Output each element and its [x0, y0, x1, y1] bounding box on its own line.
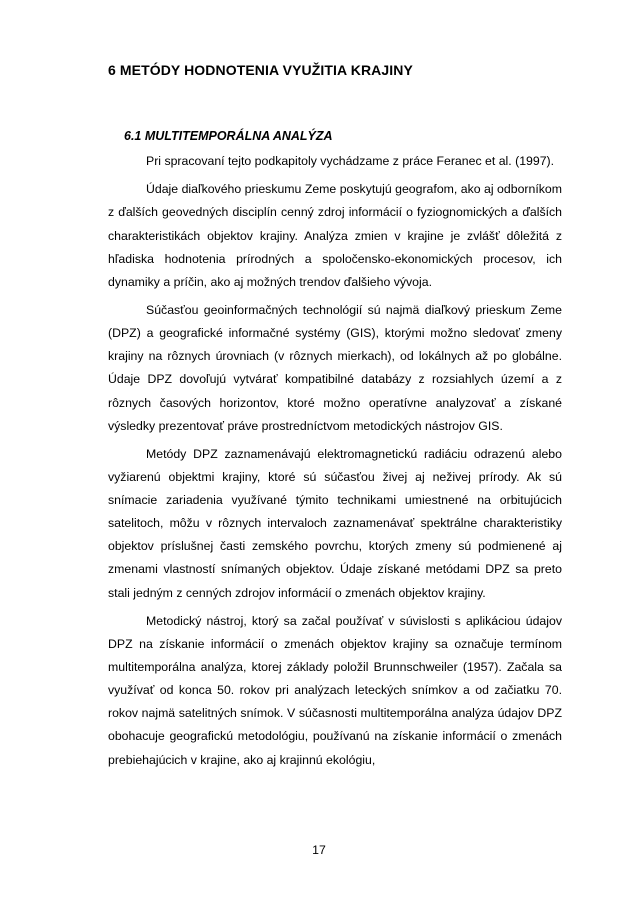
paragraph-2: Údaje diaľkového prieskumu Zeme poskytujú geografom, ako aj odborníkom z ďalších geovedných disciplín cenný zdroj informácií o fyziognomických a ďalších charakteristikách objektov krajiny. Analýza zmien v krajine je zvlášť dôležitá z hľadiska hodnotenia prírodných a spoločensko-ekonomických procesov, ich dynamiky a príčin, ako aj možných trendov ďalšieho vývoja.: [108, 182, 562, 289]
section-title: 6.1 MULTITEMPORÁLNA ANALÝZA: [124, 129, 333, 143]
page-number: 17: [312, 843, 326, 857]
paragraph-5: Metodický nástroj, ktorý sa začal používať v súvislosti s aplikáciou údajov DPZ na získanie informácií o zmenách objektov krajiny sa označuje termínom multitemporálna analýza, ktorej základy položil Brunnschweiler (1957). Začala sa využívať od konca 50. rokov pri analýzach leteckých snímkov a od začiatku 70. rokov najmä satelitných snímok. V súčasnosti multitemporálna analýza údajov DPZ obohacuje geografickú metodológiu, používanú na získanie informácií o zmenách prebiehajúcich v krajine, ako aj krajinnú ekológiu,: [108, 613, 562, 767]
paragraph-3: Súčasťou geoinformačných technológií sú najmä diaľkový prieskum Zeme (DPZ) a geografické informačné systémy (GIS), ktorými možno sledovať zmeny krajiny na rôznych úrovniach (v rôznych mierkach), od lokálnych až po globálne. Údaje DPZ dovoľujú vytvárať kompatibilné databázy z rozsiahlych území a z rôznych časových horizontov, ktoré možno operatívne analyzovať a získané výsledky prezentovať práve prostredníctvom metodických nástrojov GIS.: [108, 303, 562, 433]
paragraph-4: Metódy DPZ zaznamenávajú elektromagnetickú radiáciu odrazenú alebo vyžiarenú objektmi krajiny, ktoré sú súčasťou živej aj neživej prírody. Ak sú snímacie zariadenia využívané týmito technikami umiestnené na orbitujúcich satelitoch, môžu v rôznych intervaloch zaznamenávať spektrálne charakteristiky objektov príslušnej časti zemského povrchu, ktorých zmeny sú podmienené aj zmenami vlastností snímaných objektov. Údaje získané metódami DPZ sa preto stali jedným z cenných zdrojov informácií o zmenách objektov krajiny.: [108, 447, 562, 600]
chapter-title: 6 METÓDY HODNOTENIA VYUŽITIA KRAJINY: [108, 62, 413, 78]
paragraph-1: Pri spracovaní tejto podkapitoly vychádzame z práce Feranec et al. (1997).: [146, 154, 555, 168]
body-text: [108, 150, 562, 777]
